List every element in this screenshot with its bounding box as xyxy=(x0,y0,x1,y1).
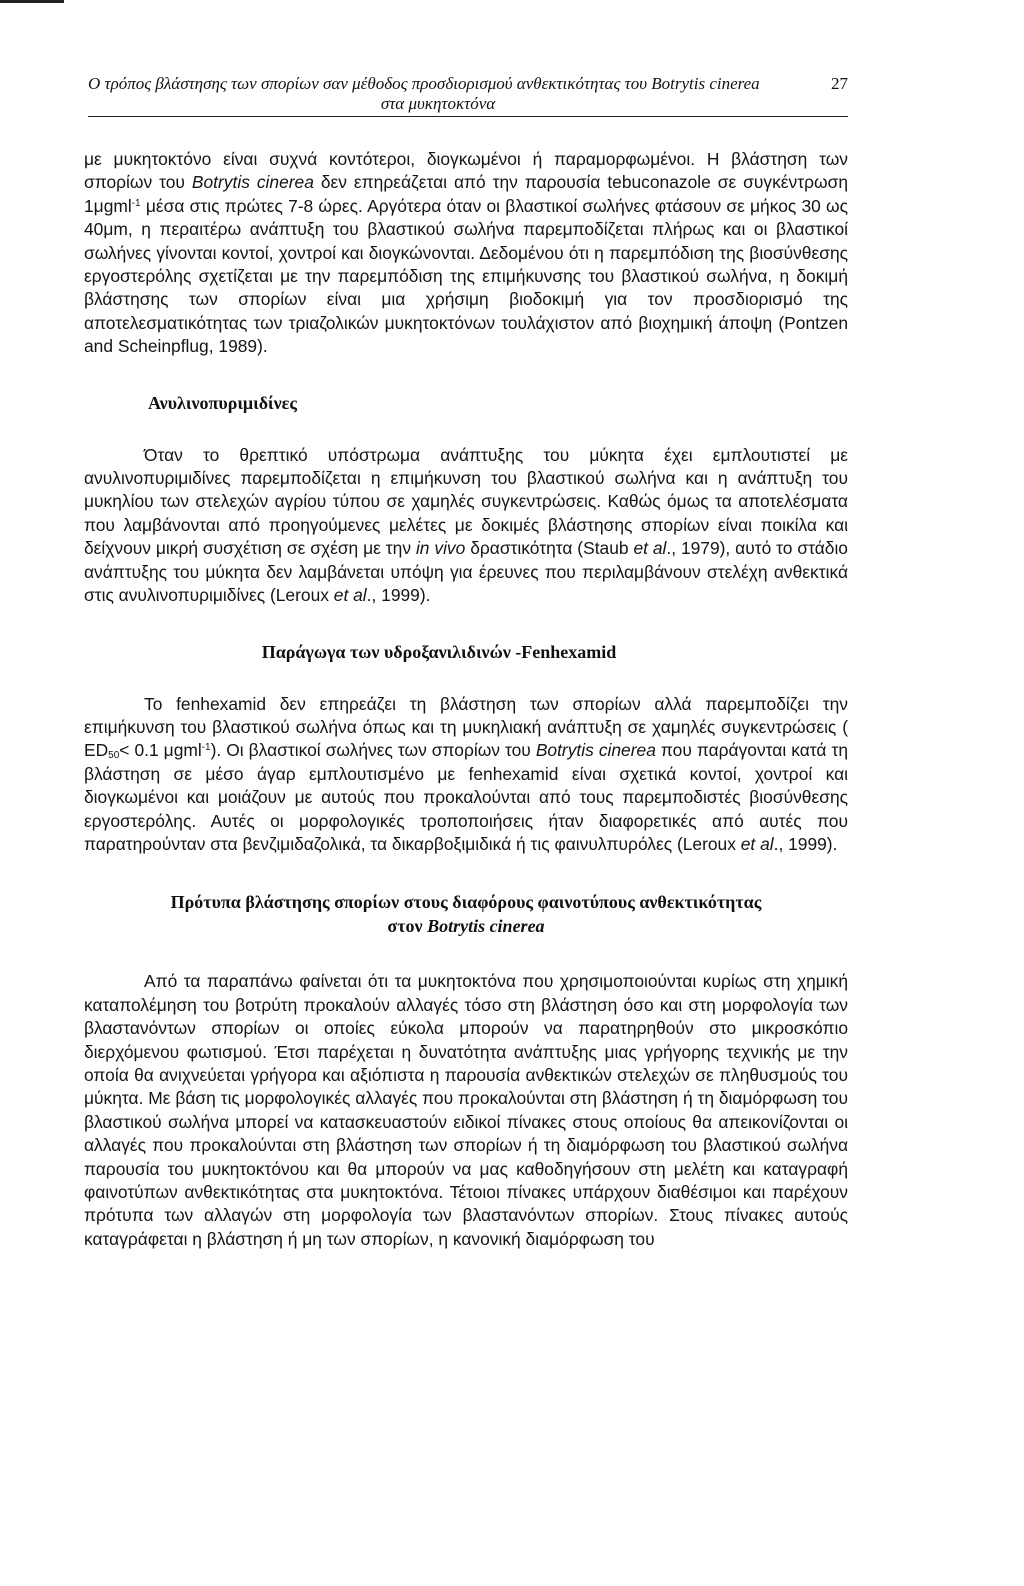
text-run: μέσα στις πρώτες 7-8 ώρες. Αργότερα όταν οι βλαστικοί σωλήνες φτάσουν σε μήκος 30 ως 40μm, η περαιτέρω ανάπτυξη του βλαστικού σωλήνα παρεμποδίζεται πλήρως και οι βλαστικοί σωλήνες γίνονται κοντοί, χοντροί και διογκώνονται. Δεδομένου ότι η παρεμπόδιση της βιοσύνθεσης εργοστερόλης σχετίζεται με την παρεμπόδιση της επιμήκυνσης του βλαστικού σωλήνα, η δοκιμή βλάστησης των σπορίων είναι μια χρήσιμη βιοδοκιμή για τον προσδιορισμό της αποτελεσματικότητας των τριαζολικών μυκητοκτόνων τουλάχιστον από βιοχημική άποψη (Pontzen and Scheinpflug, 1989). xyxy=(84,195,848,357)
text-run: με μυκητοκτόνο είναι συχνά κοντότεροι, διογκωμένοι ή παραμορφωμένοι. Η βλάστηση των σπορίων του xyxy=(84,149,848,193)
anilinopyrimidines-paragraph xyxy=(84,444,848,608)
italic-term: et al xyxy=(633,538,667,559)
top-edge-line xyxy=(0,0,64,3)
header-rule xyxy=(88,116,848,117)
spacer xyxy=(84,938,848,970)
running-header xyxy=(88,74,848,114)
fenhexamid-paragraph xyxy=(84,693,848,857)
page-body xyxy=(84,148,848,1251)
text-run: ., 1999). xyxy=(366,585,431,606)
text-run: ., 1979), αυτό το στάδιο ανάπτυξης του μύκητα δεν λαμβάνεται υπόψη για έρευνες που περιλαμβάνουν στελέχη ανθεκτικά στις ανυλινοπυριμιδίνες (Leroux xyxy=(84,538,848,606)
text-run: ). Οι βλαστικοί σωλήνες των σπορίων του xyxy=(210,740,536,761)
intro-paragraph xyxy=(84,148,848,359)
section-heading-fenhexamid: Παράγωγα των υδροξανιλιδινών -Fenhexamid xyxy=(261,641,617,662)
section-heading-anilinopyrimidines: Ανυλινοπυριμιδίνες xyxy=(148,392,297,413)
superscript: -1 xyxy=(131,197,141,209)
text-run: < 0.1 μgml xyxy=(119,740,202,761)
text-run: δεν επηρεάζεται από την παρουσία tebuconazole σε συγκέντρωση 1μgml xyxy=(84,172,849,216)
germination-patterns-paragraph: Από τα παραπάνω φαίνεται ότι τα μυκητοκτόνα που χρησιμοποιούνται κυρίως στη χημική καταπολέμηση του βοτρύτη προκαλούν αλλαγές τόσο στη βλάστηση όσο και στη μορφολογία των βλαστανόντων σπορίων οι οποίες εύκολα μπορούν να παρατηρηθούν στο μικροσκόπιο διερχόμενου φωτισμού. Έτσι παρέχεται η δυνατότητα ανάπτυξης μιας γρήγορης τεχνικής με την οποία θα ανιχνεύεται γρήγορα και αξιόπιστα η παρουσία ανθεκτικών στελεχών σε πληθυσμούς του μύκητα. Με βάση τις μορφολογικές αλλαγές που προκαλούνται στη βλάστηση ή τη διαμόρφωση του βλαστικού σωλήνα μπορεί να κατασκευαστούν ειδικοί πίνακες στους οποίους θα απεικονίζονται οι αλλαγές που προκαλούνται στη βλάστηση των σπορίων ή τη διαμόρφωση του βλαστικού σωλήνα παρουσία του μυκητοκτόνου και θα μπορούν να μας καθοδηγήσουν στη μελέτη και καταγραφή φαινοτύπων ανθεκτικότητας στα μυκητοκτόνα. Τέτοιοι πίνακες υπάρχουν διαθέσιμοι και παρέχουν πρότυπα των αλλαγών στη μορφολογία των βλαστανόντων σπορίων. Στους πίνακες αυτούς καταγράφεται η βλάστηση ή μη των σπορίων, η κανονική διαμόρφωση του xyxy=(84,971,848,1249)
italic-term: in vivo xyxy=(415,538,466,559)
italic-term: et al xyxy=(740,833,774,854)
heading-line1: Πρότυπα βλάστησης σπορίων στους διαφόρους φαινοτύπους ανθεκτικότητας xyxy=(170,892,762,913)
text-run: δραστικότητα (Staub xyxy=(465,538,634,559)
header-title-line1: Ο τρόπος βλάστησης των σπορίων σαν μέθοδος προσδιορισμού ανθεκτικότητας του Botrytis cinerea xyxy=(88,74,760,93)
heading-line2-prefix: στον xyxy=(387,916,428,937)
spacer xyxy=(84,414,848,444)
text-run: Όταν το θρεπτικό υπόστρωμα ανάπτυξης του μύκητα έχει εμπλουτιστεί με ανυλινοπυριμιδίνες παρεμποδίζεται η επιμήκυνση του βλαστικού σωλήνα και η ανάπτυξη του μυκηλίου των στελεχών αγρίου τύπου σε χαμηλές συγκεντρώσεις. Καθώς όμως τα αποτελέσματα που λαμβάνονται από προηγούμενες μελέτες με δοκιμές βλάστησης σπορίων είναι ποικίλα και δείχνουν μικρή συσχέτιση σε σχέση με την xyxy=(84,444,848,559)
subscript: 50 xyxy=(108,750,120,762)
text-run: που παράγονται κατά τη βλάστηση σε μέσο άγαρ εμπλουτισμένο με fenhexamid είναι σχετικά κοντοί, χοντροί και διογκωμένοι και μοιάζουν με αυτούς που προκαλούνται από τους παρεμποδιστές βιοσύνθεσης εργοστερόλης. Αυτές οι μορφολογικές τροποποιήσεις ήταν διαφορετικές από αυτές που παρατηρούνταν στα βενζιμιδαζολικά, τα δικαρβοξιμιδικά ή τις φαινυλπυρόλες (Leroux xyxy=(84,740,849,854)
text-run: ., 1999). xyxy=(773,833,838,854)
text-run: Το fenhexamid δεν επηρεάζει τη βλάστηση των σπορίων αλλά παρεμποδίζει την επιμήκυνση του βλαστικού σωλήνα όπως και τη μυκηλιακή ανάπτυξη σε χαμηλές συγκεντρώσεις ( ED xyxy=(84,693,848,761)
section-heading-germination-patterns xyxy=(84,890,848,938)
species-name: Botrytis cinerea xyxy=(535,740,656,761)
species-name: Botrytis cinerea xyxy=(191,172,314,193)
superscript: -1 xyxy=(201,742,211,754)
italic-term: et al xyxy=(333,585,367,606)
spacer xyxy=(84,663,848,693)
header-title-line2: στα μυκητοκτόνα xyxy=(380,94,496,113)
species-name: Botrytis cinerea xyxy=(427,916,545,937)
page-number: 27 xyxy=(831,74,848,93)
